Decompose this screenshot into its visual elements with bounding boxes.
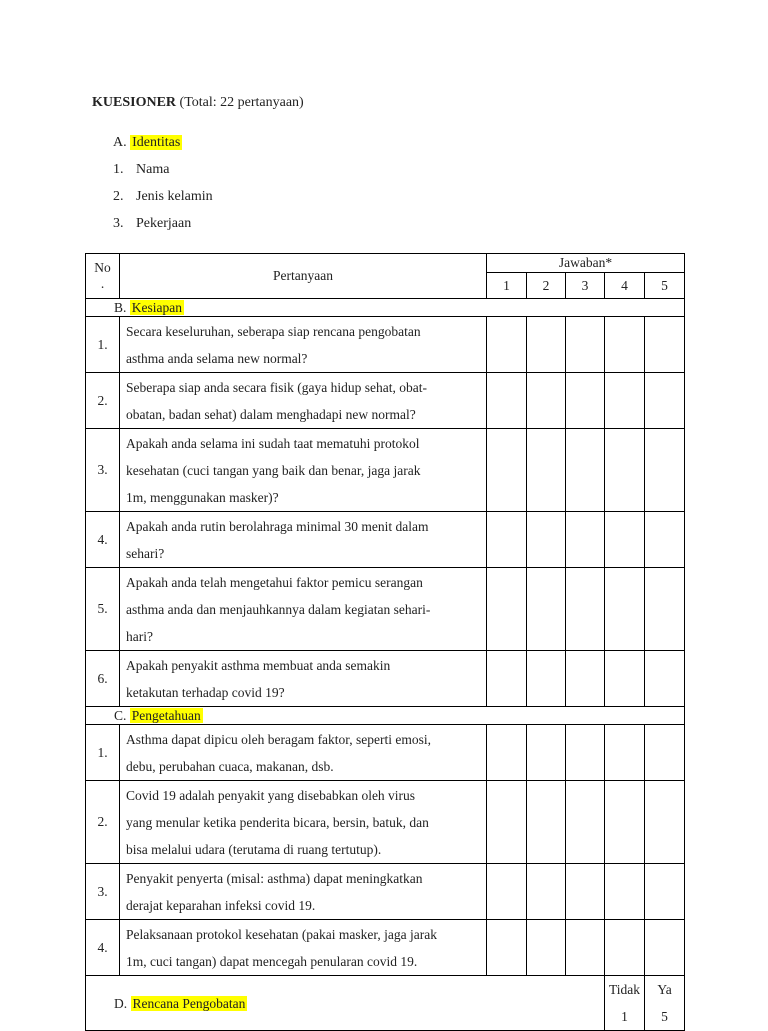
scale-header: 5 <box>645 273 685 299</box>
scale-header: 2 <box>527 273 566 299</box>
answer-cell[interactable] <box>487 317 527 373</box>
answer-cell[interactable] <box>527 781 566 864</box>
question-text <box>120 568 487 651</box>
question-text-line: sehari? <box>126 546 165 561</box>
answer-cell[interactable] <box>645 920 685 976</box>
answer-cell[interactable] <box>645 651 685 707</box>
answer-header: Jawaban* <box>487 254 685 273</box>
question-text <box>120 864 487 920</box>
identity-item-text: Pekerjaan <box>136 216 192 231</box>
answer-cell[interactable] <box>605 317 645 373</box>
question-text-line: Asthma dapat dipicu oleh beragam faktor, seperti emosi, <box>126 732 431 747</box>
answer-cell[interactable] <box>566 864 605 920</box>
question-text-line: Penyakit penyerta (misal: asthma) dapat meningkatkan <box>126 871 423 886</box>
section-c-letter: C. <box>114 708 127 723</box>
section-a-letter: A. <box>113 135 127 150</box>
scale-header: 1 <box>487 273 527 299</box>
question-row <box>86 373 685 429</box>
question-text-line: yang menular ketika penderita bicara, bersin, batuk, dan <box>126 815 429 830</box>
answer-cell[interactable] <box>645 568 685 651</box>
option-yes-cell[interactable] <box>645 976 685 1031</box>
question-header: Pertanyaan <box>120 254 487 299</box>
question-text-line: Apakah penyakit asthma membuat anda semakin <box>126 658 391 673</box>
question-text <box>120 781 487 864</box>
section-a-heading <box>113 135 182 151</box>
answer-cell[interactable] <box>605 429 645 512</box>
section-d-label: Rencana Pengobatan <box>132 995 246 1011</box>
section-d-letter: D. <box>114 995 128 1011</box>
question-text-line: Secara keseluruhan, seberapa siap rencana pengobatan <box>126 324 421 339</box>
answer-cell[interactable] <box>566 317 605 373</box>
answer-cell[interactable] <box>566 429 605 512</box>
question-number: 4. <box>86 512 120 568</box>
answer-cell[interactable] <box>487 429 527 512</box>
question-text-line: asthma anda selama new normal? <box>126 351 308 366</box>
answer-cell[interactable] <box>527 920 566 976</box>
answer-cell[interactable] <box>605 725 645 781</box>
question-number: 3. <box>86 864 120 920</box>
question-text <box>120 651 487 707</box>
section-d-heading <box>86 976 605 1031</box>
question-number: 3. <box>86 429 120 512</box>
answer-cell[interactable] <box>527 864 566 920</box>
answer-cell[interactable] <box>527 651 566 707</box>
question-text-line: asthma anda dan menjauhkannya dalam kegiatan sehari- <box>126 602 431 617</box>
question-text-line: 1m, cuci tangan) dapat mencegah penularan covid 19. <box>126 954 418 969</box>
question-row <box>86 864 685 920</box>
question-text-line: Covid 19 adalah penyakit yang disebabkan oleh virus <box>126 788 416 803</box>
question-text-line: kesehatan (cuci tangan yang baik dan benar, jaga jarak <box>126 463 421 478</box>
identity-item-text: Nama <box>136 162 170 177</box>
question-row <box>86 568 685 651</box>
answer-cell[interactable] <box>605 651 645 707</box>
question-row <box>86 317 685 373</box>
answer-cell[interactable] <box>566 651 605 707</box>
question-text <box>120 725 487 781</box>
answer-cell[interactable] <box>487 920 527 976</box>
question-text-line: Apakah anda selama ini sudah taat mematuhi protokol <box>126 436 420 451</box>
questionnaire-table <box>85 253 685 1031</box>
question-text <box>120 429 487 512</box>
answer-cell[interactable] <box>566 781 605 864</box>
question-number: 6. <box>86 651 120 707</box>
question-text-line: Apakah anda rutin berolahraga minimal 30 menit dalam <box>126 519 429 534</box>
identity-item-number: 2. <box>113 189 124 204</box>
no-header-dot: . <box>100 276 105 291</box>
option-no-cell[interactable] <box>605 976 645 1031</box>
answer-cell[interactable] <box>605 864 645 920</box>
answer-cell[interactable] <box>605 512 645 568</box>
option-yes-label: Ya <box>657 982 672 997</box>
answer-cell[interactable] <box>487 568 527 651</box>
answer-cell[interactable] <box>645 429 685 512</box>
question-number: 4. <box>86 920 120 976</box>
answer-cell[interactable] <box>566 373 605 429</box>
answer-cell[interactable] <box>605 373 645 429</box>
question-text-line: hari? <box>126 629 153 644</box>
identity-item-text: Jenis kelamin <box>136 189 213 204</box>
answer-cell[interactable] <box>527 512 566 568</box>
identity-item <box>113 216 191 232</box>
question-text-line: Pelaksanaan protokol kesehatan (pakai masker, jaga jarak <box>126 927 437 942</box>
answer-cell[interactable] <box>527 725 566 781</box>
section-b-letter: B. <box>114 300 127 315</box>
section-b-heading <box>86 299 685 317</box>
answer-cell[interactable] <box>487 781 527 864</box>
question-row <box>86 651 685 707</box>
question-text <box>120 512 487 568</box>
answer-cell[interactable] <box>527 568 566 651</box>
question-text <box>120 317 487 373</box>
answer-cell[interactable] <box>645 512 685 568</box>
answer-cell[interactable] <box>487 864 527 920</box>
answer-cell[interactable] <box>605 781 645 864</box>
question-number: 1. <box>86 317 120 373</box>
answer-cell[interactable] <box>645 781 685 864</box>
option-no-value: 1 <box>621 1009 628 1024</box>
question-text <box>120 373 487 429</box>
answer-cell[interactable] <box>487 512 527 568</box>
answer-cell[interactable] <box>527 429 566 512</box>
answer-cell[interactable] <box>645 864 685 920</box>
question-text-line: ketakutan terhadap covid 19? <box>126 685 285 700</box>
question-row <box>86 512 685 568</box>
question-text <box>120 920 487 976</box>
question-text-line: derajat keparahan infeksi covid 19. <box>126 898 316 913</box>
answer-cell[interactable] <box>566 568 605 651</box>
question-number: 1. <box>86 725 120 781</box>
question-text-line: obatan, badan sehat) dalam menghadapi new normal? <box>126 407 416 422</box>
section-b-label: Kesiapan <box>131 300 182 315</box>
answer-cell[interactable] <box>645 373 685 429</box>
identity-item-number: 3. <box>113 216 124 231</box>
answer-cell[interactable] <box>566 725 605 781</box>
identity-item <box>113 162 169 178</box>
answer-cell[interactable] <box>566 920 605 976</box>
section-a-label: Identitas <box>132 135 181 150</box>
answer-cell[interactable] <box>645 725 685 781</box>
question-text-line: Apakah anda telah mengetahui faktor pemicu serangan <box>126 575 423 590</box>
page-title <box>92 95 304 111</box>
section-c-label: Pengetahuan <box>131 708 201 723</box>
identity-item <box>113 189 213 205</box>
answer-cell[interactable] <box>605 568 645 651</box>
no-header-text: No <box>94 260 111 275</box>
answer-cell[interactable] <box>487 725 527 781</box>
question-row <box>86 781 685 864</box>
question-row <box>86 429 685 512</box>
question-row <box>86 725 685 781</box>
no-header <box>86 254 120 299</box>
section-c-heading <box>86 707 685 725</box>
question-text-line: bisa melalui udara (terutama di ruang tertutup). <box>126 842 382 857</box>
question-number: 2. <box>86 781 120 864</box>
question-text-line: 1m, menggunakan masker)? <box>126 490 279 505</box>
option-yes-value: 5 <box>661 1009 668 1024</box>
title-rest: (Total: 22 pertanyaan) <box>176 95 304 110</box>
question-number: 2. <box>86 373 120 429</box>
identity-item-number: 1. <box>113 162 124 177</box>
answer-cell[interactable] <box>487 651 527 707</box>
question-row <box>86 920 685 976</box>
option-no-label: Tidak <box>608 982 640 997</box>
answer-cell[interactable] <box>527 317 566 373</box>
question-text-line: debu, perubahan cuaca, makanan, dsb. <box>126 759 334 774</box>
answer-cell[interactable] <box>566 512 605 568</box>
answer-cell[interactable] <box>645 317 685 373</box>
question-text-line: Seberapa siap anda secara fisik (gaya hidup sehat, obat- <box>126 380 428 395</box>
scale-header: 3 <box>566 273 605 299</box>
answer-cell[interactable] <box>527 373 566 429</box>
question-number: 5. <box>86 568 120 651</box>
answer-cell[interactable] <box>487 373 527 429</box>
scale-header: 4 <box>605 273 645 299</box>
answer-cell[interactable] <box>605 920 645 976</box>
title-bold: KUESIONER <box>92 95 177 110</box>
